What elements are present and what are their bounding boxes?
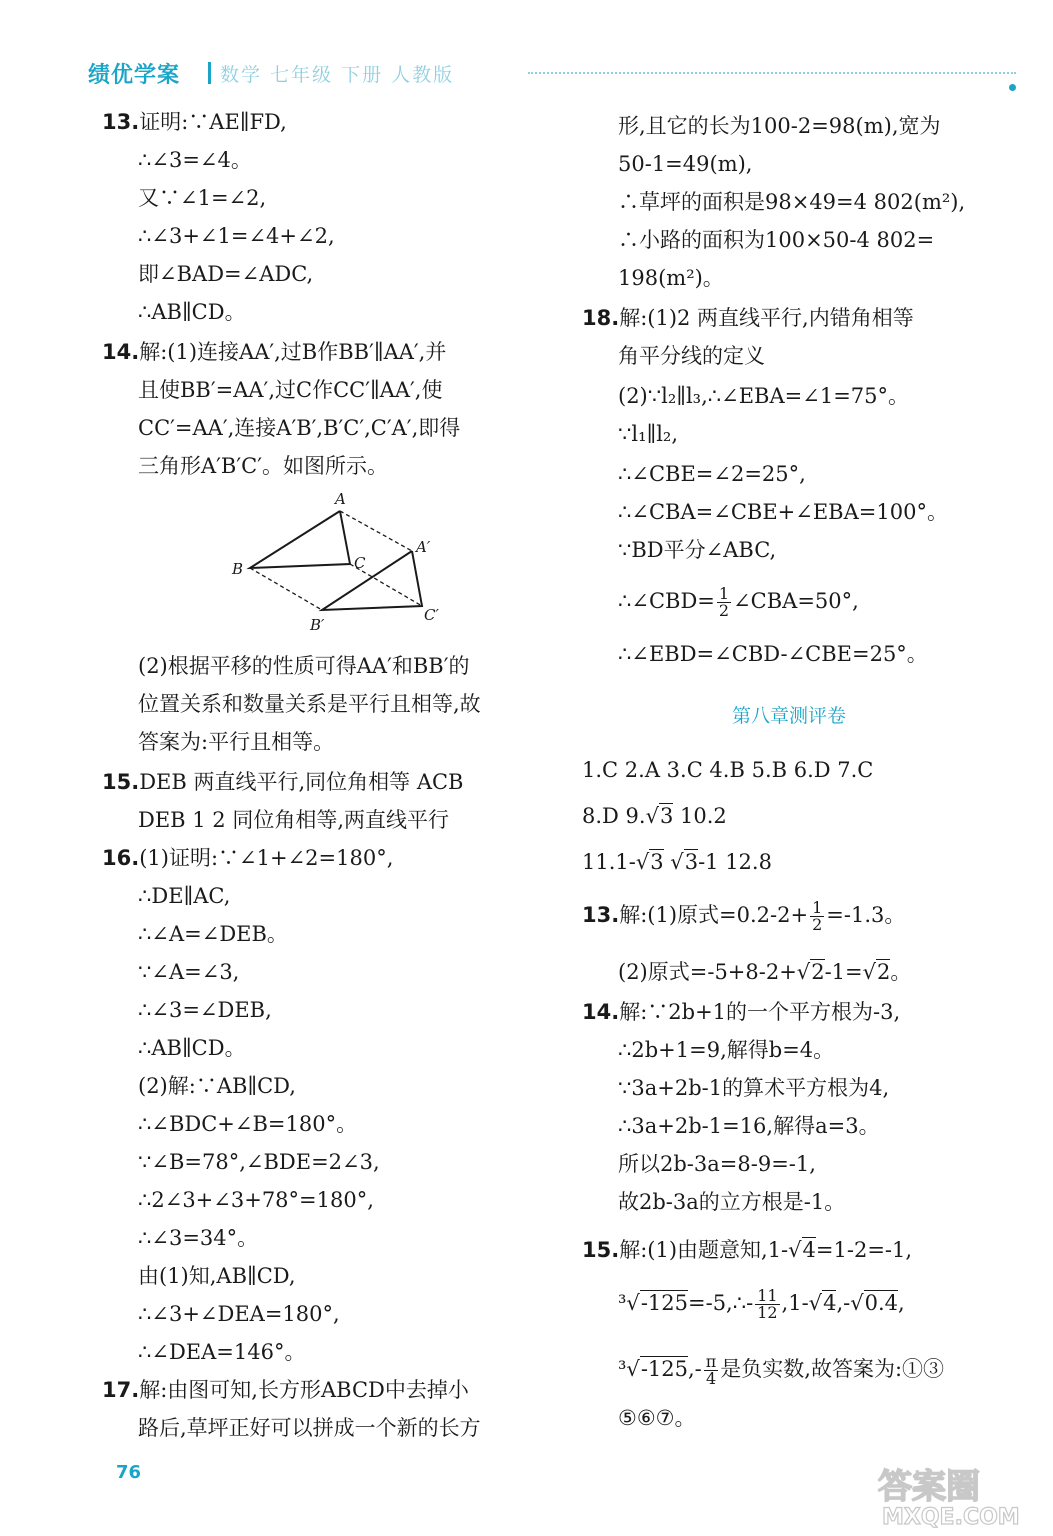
line: (2)解:∵AB∥CD, <box>138 1074 296 1098</box>
line: ∴∠A=∠DEB。 <box>138 922 288 946</box>
line-text: -1=√ <box>824 960 877 984</box>
line: 所以2b-3a=8-9=-1, <box>618 1152 816 1176</box>
segment-bb1 <box>250 568 322 610</box>
line-text: 解:(1)连接AA′,过B作BB′∥AA′,并 <box>139 340 447 364</box>
line: ∴DE∥AC, <box>138 884 231 908</box>
line-text: 解:(1)原式=0.2-2+ <box>619 903 809 927</box>
question-number: 15. <box>102 770 140 794</box>
header-dotted-rule <box>528 72 1016 74</box>
denominator: 2 <box>718 601 730 620</box>
line: 答案为:平行且相等。 <box>138 730 335 754</box>
denominator: 12 <box>757 1303 778 1322</box>
question-number: 15. <box>582 1238 620 1262</box>
radicand: 3 <box>659 804 674 828</box>
line-cbd <box>618 586 859 619</box>
line-text: √ <box>663 850 684 874</box>
line: ∴∠3=∠4。 <box>138 148 252 172</box>
line-text: 证明:∵AE∥FD, <box>139 110 287 134</box>
line: 三角形A′B′C′。如图所示。 <box>138 454 388 478</box>
line-roots <box>618 1288 905 1321</box>
answer-15b <box>582 1236 912 1264</box>
brand-title: 绩优学案 <box>88 63 181 88</box>
line-text: =-5,∴- <box>688 1291 754 1315</box>
radicand: 4 <box>823 1291 837 1315</box>
radicand: -125 <box>640 1291 688 1315</box>
line-text: =-1.3。 <box>826 903 906 927</box>
label-c1: C′ <box>424 606 439 624</box>
answer-14 <box>102 338 446 366</box>
answer-13 <box>102 108 287 136</box>
radicand: 3 <box>684 850 699 874</box>
question-number: 14. <box>582 1000 620 1024</box>
question-number: 17. <box>102 1378 140 1402</box>
page-number: 76 <box>116 1462 142 1483</box>
answer-15 <box>102 768 464 796</box>
line: ∴小路的面积为100×50-4 802= <box>618 228 935 252</box>
line: ∵3a+2b-1的算术平方根为4, <box>618 1076 890 1100</box>
line: 故2b-3a的立方根是-1。 <box>618 1190 846 1214</box>
label-b1: B′ <box>310 616 325 634</box>
label-a: A <box>335 490 346 508</box>
line-text: , <box>898 1291 905 1315</box>
answer-13b <box>582 900 905 933</box>
line-text: (2)原式=-5+8-2+√ <box>618 960 811 984</box>
line: ∴∠BDC+∠B=180°。 <box>138 1112 358 1136</box>
fraction-pi-quarter <box>704 1354 719 1387</box>
radicand: 4 <box>802 1238 816 1262</box>
line: 角平分线的定义 <box>618 344 765 368</box>
line-text: ,1-√ <box>781 1291 823 1315</box>
watermark-title: 答案圈 <box>878 1467 980 1507</box>
radicand: 3 <box>650 850 664 874</box>
question-number: 13. <box>102 110 140 134</box>
line: ∴2b+1=9,解得b=4。 <box>618 1038 835 1062</box>
line-expr <box>618 958 911 986</box>
label-b: B <box>232 560 244 578</box>
line: (2)∵l₂∥l₃,∴∠EBA=∠1=75°。 <box>618 384 910 408</box>
page-header <box>88 58 1028 88</box>
brand-divider <box>208 62 211 84</box>
line-text: -1 12.8 <box>698 850 772 874</box>
line: ∴草坪的面积是98×49=4 802(m²), <box>618 190 966 214</box>
line-text: ,-√ <box>836 1291 864 1315</box>
line: CC′=AA′,连接A′B′,B′C′,C′A′,即得 <box>138 416 461 440</box>
line-text: ³√ <box>618 1357 640 1381</box>
line: ∴∠CBA=∠CBE+∠EBA=100°。 <box>618 500 948 524</box>
answer-14b <box>582 998 900 1026</box>
line-text: 8.D 9.√ <box>582 804 659 828</box>
numerator: 1 <box>718 584 730 603</box>
answer-16 <box>102 844 393 872</box>
triangle-a1b1c1 <box>322 551 422 610</box>
line: ∴2∠3+∠3+78°=180°, <box>138 1188 374 1212</box>
line-text: 。 <box>890 960 912 984</box>
line: 又∵∠1=∠2, <box>138 186 267 210</box>
question-number: 14. <box>102 340 140 364</box>
line: 且使BB′=AA′,过C作CC′∥AA′,使 <box>138 378 443 402</box>
line-text: =1-2=-1, <box>815 1238 913 1262</box>
line-text: 解:由图可知,长方形ABCD中去掉小 <box>139 1378 469 1402</box>
line: 路后,草坪正好可以拼成一个新的长方 <box>138 1416 481 1440</box>
question-number: 13. <box>582 903 620 927</box>
line: ∴∠3=∠DEB, <box>138 998 272 1022</box>
watermark-logo <box>870 1462 1030 1530</box>
answers-11-12 <box>582 848 772 876</box>
line: ∵∠B=78°,∠BDE=2∠3, <box>138 1150 380 1174</box>
line: ∴AB∥CD。 <box>138 1036 246 1060</box>
question-number: 16. <box>102 846 140 870</box>
line-text: ∴∠CBD= <box>618 589 715 613</box>
line: 198(m²)。 <box>618 266 724 290</box>
watermark-domain: MXQE.COM <box>882 1505 1020 1530</box>
radicand: 2 <box>811 960 825 984</box>
mc-answers-1-7: 1.C 2.A 3.C 4.B 5.B 6.D 7.C <box>582 758 874 782</box>
line: (2)根据平移的性质可得AA′和BB′的 <box>138 654 470 678</box>
line: ∴∠DEA=146°。 <box>138 1340 306 1364</box>
line: 50-1=49(m), <box>618 152 753 176</box>
fraction-one-half <box>717 586 731 619</box>
radicand: 2 <box>877 960 891 984</box>
line: ∵BD平分∠ABC, <box>618 538 777 562</box>
triangle-abc <box>250 511 350 568</box>
header-dot <box>1009 84 1016 91</box>
line-text: ³√ <box>618 1291 640 1315</box>
denominator: 2 <box>812 915 823 934</box>
line: ∴∠3=34°。 <box>138 1226 259 1250</box>
line: ∴∠EBD=∠CBD-∠CBE=25°。 <box>618 642 928 666</box>
section-title: 第八章测评卷 <box>732 705 847 727</box>
line-negatives <box>618 1354 944 1387</box>
line: DEB 1 2 同位角相等,两直线平行 <box>138 808 450 832</box>
line: 位置关系和数量关系是平行且相等,故 <box>138 692 481 716</box>
line: ∴∠3+∠DEA=180°, <box>138 1302 340 1326</box>
line-text: 解:(1)2 两直线平行,内错角相等 <box>619 306 914 330</box>
line: 由(1)知,AB∥CD, <box>138 1264 296 1288</box>
answer-18 <box>582 304 914 332</box>
line-text: 11.1-√ <box>582 850 650 874</box>
line-text: 10.2 <box>673 804 727 828</box>
numerator: 1 <box>812 898 823 917</box>
line: 即∠BAD=∠ADC, <box>138 262 314 286</box>
line-text: (1)证明:∵∠1+∠2=180°, <box>139 846 394 870</box>
segment-aa1 <box>340 511 412 551</box>
answer-17 <box>102 1376 469 1404</box>
line: ∴3a+2b-1=16,解得a=3。 <box>618 1114 880 1138</box>
radicand: 0.4 <box>864 1291 898 1315</box>
line: 形,且它的长为100-2=98(m),宽为 <box>618 114 941 138</box>
line-text: 是负实数,故答案为:①③ <box>720 1357 945 1381</box>
label-c: C <box>354 554 366 572</box>
line: ∵∠A=∠3, <box>138 960 240 984</box>
denominator: 4 <box>705 1369 717 1388</box>
line-text: 解:∵2b+1的一个平方根为-3, <box>619 1000 901 1024</box>
line: ∵l₁∥l₂, <box>618 422 679 446</box>
fraction-eleven-twelfths <box>755 1288 779 1321</box>
line: ∴∠3+∠1=∠4+∠2, <box>138 224 335 248</box>
translation-figure <box>230 486 450 636</box>
line-text: ∠CBA=50°, <box>733 589 859 613</box>
answers-8-10 <box>582 802 727 830</box>
book-subtitle: 数学 七年级 下册 人教版 <box>220 64 455 86</box>
fraction-one-half <box>810 900 824 933</box>
label-a1: A′ <box>416 538 431 556</box>
line-text: ,- <box>688 1357 702 1381</box>
numerator: 11 <box>757 1286 778 1305</box>
numerator: π <box>705 1352 717 1371</box>
radicand: -125 <box>640 1357 688 1381</box>
line-text: 解:(1)由题意知,1-√ <box>619 1238 802 1262</box>
line: ⑤⑥⑦。 <box>618 1406 696 1430</box>
question-number: 18. <box>582 306 620 330</box>
line: ∴∠CBE=∠2=25°, <box>618 462 806 486</box>
line: ∴AB∥CD。 <box>138 300 246 324</box>
line-text: DEB 两直线平行,同位角相等 ACB <box>139 770 464 794</box>
